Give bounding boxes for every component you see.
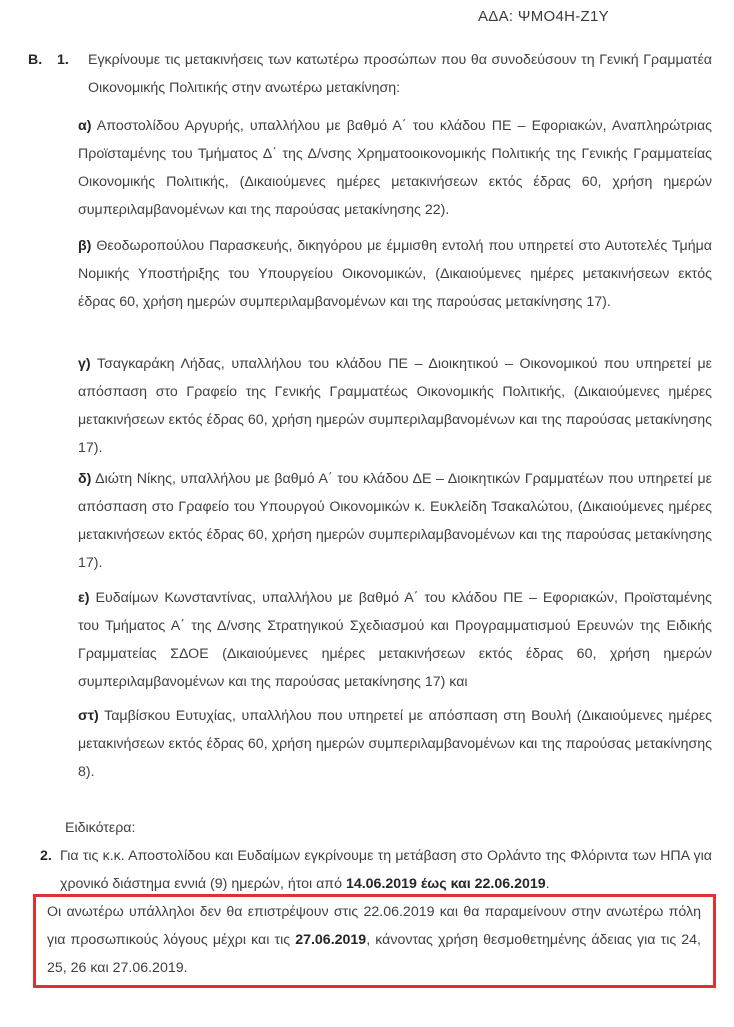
section-b-item-1 (0, 46, 712, 102)
subparagraph-beta-marker: β) (78, 238, 92, 254)
subparagraph-beta-text: Θεοδωροπούλου Παρασκευής, δικηγόρου με έμμισθη εντολή που υπηρετεί στο Αυτοτελές Τμήμα Νομικής Υποστήριξης του Υπουργείου Οικονομικών, (Δικαιούμενες ημέρες μετακινήσεων εκτός έδρας 60, χρήση ημερών συμπεριλαμβανομένων και της παρούσας μετακίνησης 17). (78, 238, 712, 310)
subparagraph-stigma (78, 702, 712, 786)
subparagraph-stigma-marker: στ) (78, 708, 99, 724)
ada-code: ΑΔΑ: ΨΜΟ4Η-Ζ1Υ (478, 8, 609, 25)
section-b-item-2 (0, 842, 712, 898)
subparagraph-delta-marker: δ) (78, 471, 92, 487)
item-2-date-range: 14.06.2019 έως και 22.06.2019 (345, 876, 546, 892)
subparagraph-stigma-text: Ταμβίσκου Ευτυχίας, υπαλλήλου που υπηρετεί με απόσπαση στη Βουλή (Δικαιούμενες ημέρες μετακινήσεων εκτός έδρας 60, χρήση ημερών συμπεριλαμβανομένων και της παρούσας μετακίνησης 8). (78, 708, 712, 780)
item-1-marker: 1. (57, 52, 69, 68)
highlight-box-date: 27.06.2019 (295, 932, 367, 948)
subparagraph-gamma (78, 350, 712, 462)
highlight-box (33, 894, 716, 988)
subparagraph-epsilon-text: Ευδαίμων Κωνσταντίνας, υπαλλήλου με βαθμό Α΄ του κλάδου ΠΕ – Εφοριακών, Προϊσταμένης του Τμήματος Α΄ της Δ/νσης Στρατηγικού Σχεδιασμού και Προγραμματισμού Ερευνών της Ειδικής Γραμματείας ΣΔΟΕ (Δικαιούμενες ημέρες μετακινήσεων εκτός έδρας 60, χρήση ημερών συμπεριλαμβανομένων και της παρούσας μετακίνησης 17) και (78, 590, 712, 690)
subparagraph-gamma-text: Τσαγκαράκη Λήδας, υπαλλήλου του κλάδου ΠΕ – Διοικητικού – Οικονομικού που υπηρετεί με απόσπαση στο Γραφείο της Γενικής Γραμματέως Οικονομικής Πολιτικής, (Δικαιούμενες ημέρες μετακινήσεων εκτός έδρας 60, χρήση ημερών συμπεριλαμβανομένων και της παρούσας μετακίνησης 17). (78, 356, 713, 456)
highlight-box-text-end: , κάνοντας χρήση θεσμοθετημένης άδειας για τις 24, 25, 26 και 27.06.2019. (47, 932, 702, 976)
subparagraph-epsilon (78, 584, 712, 696)
subparagraph-gamma-marker: γ) (78, 356, 91, 372)
subparagraph-alpha-text: Αποστολίδου Αργυρής, υπαλλήλου με βαθμό Α΄ του κλάδου ΠΕ – Εφοριακών, Αναπληρώτριας Προϊσταμένης του Τμήματος Δ΄ της Δ/νσης Χρηματοοικονομικής Πολιτικής της Γενικής Γραμματείας Οικονομικής Πολιτικής, (Δικαιούμενες ημέρες μετακινήσεων εκτός έδρας 60, χρήση ημερών συμπεριλαμβανομένων και της παρούσας μετακίνησης 22). (78, 118, 712, 218)
item-1-text: Εγκρίνουμε τις μετακινήσεις των κατωτέρω προσώπων που θα συνοδεύσουν τη Γενική Γραμματέα Οικονομικής Πολιτικής στην ανωτέρω μετακίνηση: (88, 52, 712, 96)
item-2-text-end: . (545, 876, 550, 892)
item-2-text (60, 842, 712, 898)
subparagraph-alpha (78, 112, 712, 224)
subparagraph-delta (78, 465, 712, 577)
subparagraph-alpha-marker: α) (78, 118, 92, 134)
subparagraph-delta-text: Διώτη Νίκης, υπαλλήλου με βαθμό Α΄ του κλάδου ΔΕ – Διοικητικών Γραμματέων που υπηρετεί με απόσπαση στο Γραφείο του Υπουργού Οικονομικών κ. Ευκλείδη Τσακαλώτου, (Δικαιούμενες ημέρες μετακινήσεων εκτός έδρας 60, χρήση ημερών συμπεριλαμβανομένων και της παρούσας μετακίνησης 17). (78, 471, 712, 571)
item-2-text-start: Για τις κ.κ. Αποστολίδου και Ευδαίμων εγκρίνουμε τη μετάβαση στο Ορλάντο της Φλόριντα των ΗΠΑ για χρονικό διάστημα εννιά (9) ημερών, ήτοι από (60, 848, 712, 892)
subparagraph-epsilon-marker: ε) (78, 590, 90, 606)
section-b-marker: Β. (28, 52, 43, 68)
item-2-marker: 2. (40, 848, 52, 864)
subparagraph-beta (78, 232, 712, 316)
eidikotera-label: Ειδικότερα: (65, 820, 136, 836)
highlight-box-text-start: Οι ανωτέρω υπάλληλοι δεν θα επιστρέψουν στις 22.06.2019 και θα παραμείνουν στην ανωτέρω πόλη για προσωπικούς λόγους μέχρι και τις (47, 904, 701, 948)
